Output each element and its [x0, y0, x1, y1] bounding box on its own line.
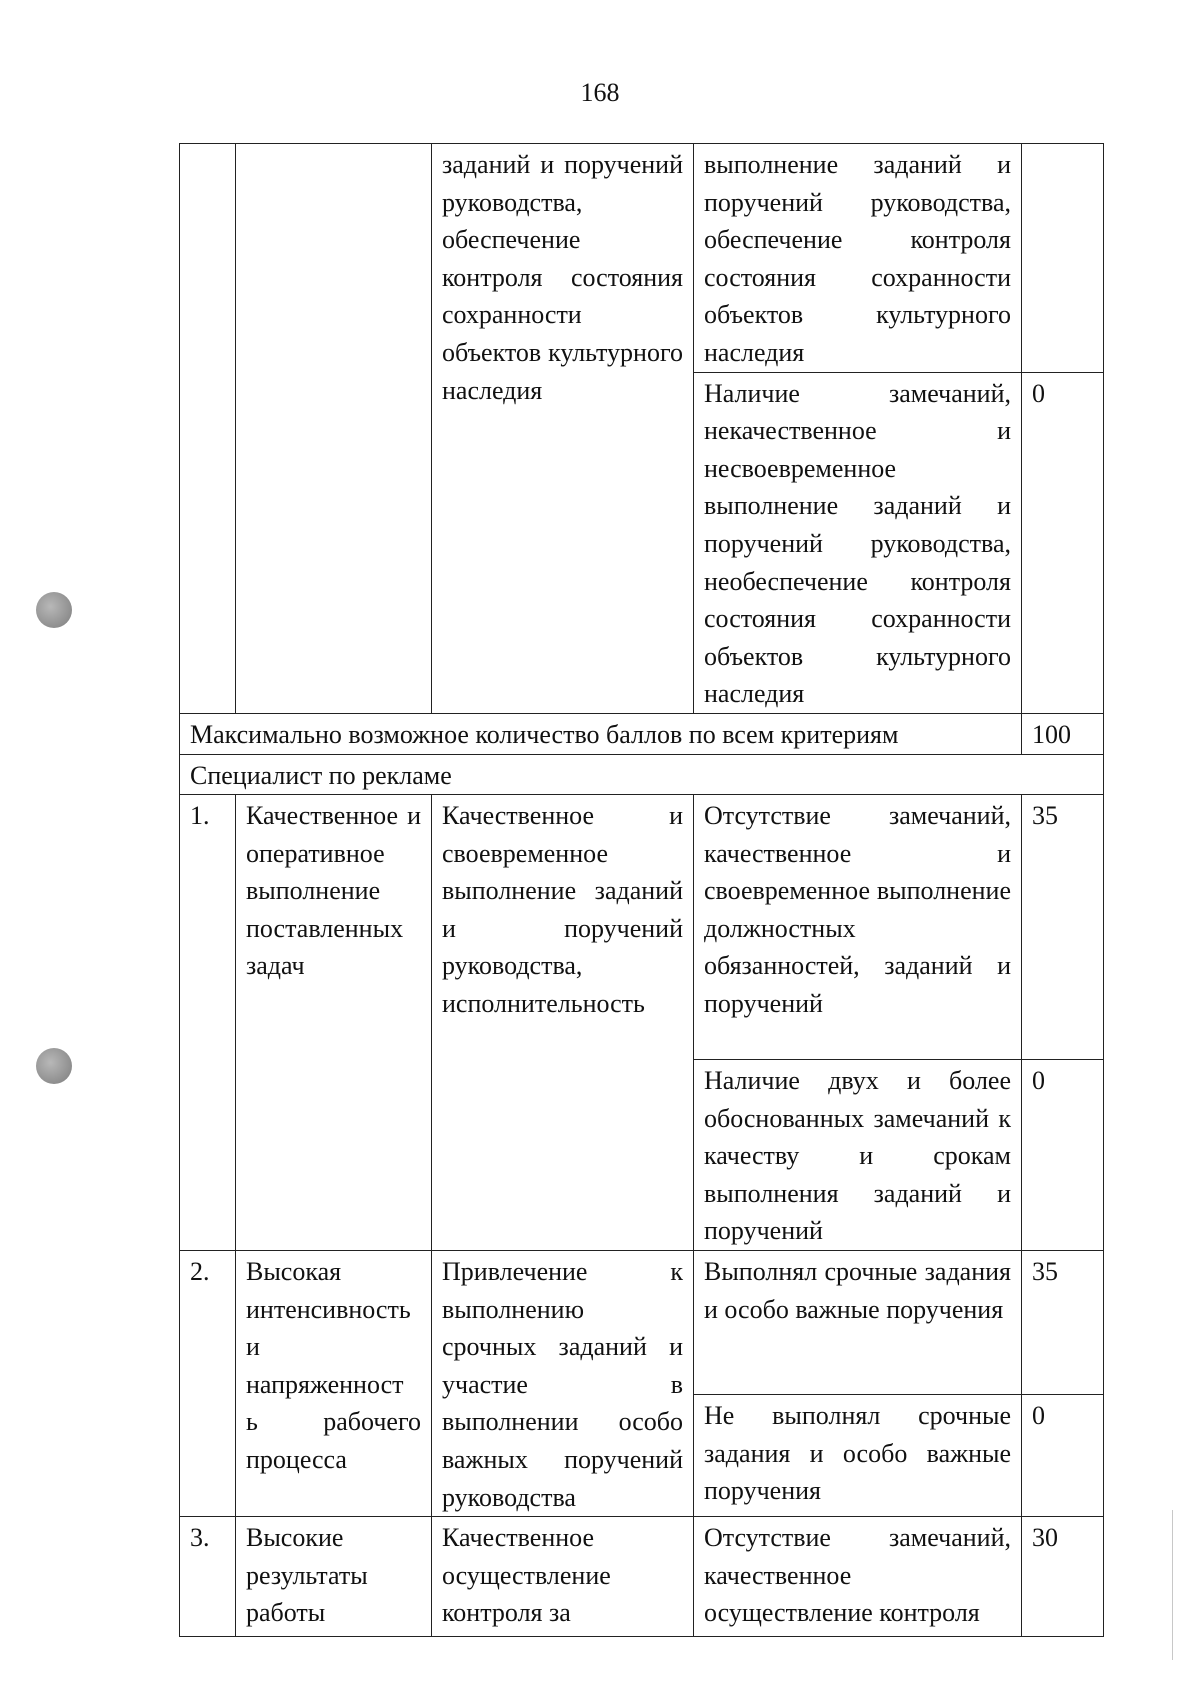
table-row	[180, 1251, 1104, 1395]
max-score-value: 100	[1022, 713, 1104, 754]
score-cell: 0	[1022, 1395, 1104, 1517]
number-cell: 1.	[180, 795, 236, 1251]
score-cell: 35	[1022, 795, 1104, 1060]
punch-hole-lower	[36, 1048, 72, 1084]
indicator-cell: заданий и поручений руководства, обеспечение контроля состояния сохранности объектов культурного наследия	[432, 144, 694, 714]
assessment-cell: Выполнял срочные задания и особо важные поручения	[694, 1251, 1022, 1395]
section-title: Специалист по рекламе	[180, 754, 1104, 795]
scan-artifact-line	[1172, 1510, 1173, 1660]
table-row	[180, 795, 1104, 1060]
table-row	[180, 144, 1104, 373]
assessment-cell: Отсутствие замечаний, качественное и своевременное выполнение должностных обязанностей, заданий и поручений	[694, 795, 1022, 1060]
score-cell: 30	[1022, 1517, 1104, 1637]
section-header-row	[180, 754, 1104, 795]
score-cell: 35	[1022, 1251, 1104, 1395]
page-number: 168	[580, 78, 620, 107]
score-cell: 0	[1022, 1060, 1104, 1251]
assessment-cell: выполнение заданий и поручений руководства, обеспечение контроля состояния сохранности объектов культурного наследия	[694, 144, 1022, 373]
number-cell	[180, 144, 236, 714]
criterion-name-cell: Высокая интенсивность и напряженност ь рабочего процесса	[236, 1251, 432, 1517]
number-cell: 2.	[180, 1251, 236, 1517]
indicator-cell: Качественное и своевременное выполнение заданий и поручений руководства, исполнительность	[432, 795, 694, 1251]
punch-hole-upper	[36, 592, 72, 628]
score-cell: 0	[1022, 372, 1104, 713]
assessment-cell: Не выполнял срочные задания и особо важные поручения	[694, 1395, 1022, 1517]
score-cell	[1022, 144, 1104, 373]
indicator-cell: Привлечение к выполнению срочных заданий и участие в выполнении особо важных поручений руководства	[432, 1251, 694, 1517]
max-score-row	[180, 713, 1104, 754]
number-cell: 3.	[180, 1517, 236, 1637]
max-score-label: Максимально возможное количество баллов по всем критериям	[180, 713, 1022, 754]
indicator-cell: Качественное осуществление контроля за	[432, 1517, 694, 1637]
criterion-name-cell	[236, 144, 432, 714]
criteria-table	[179, 143, 1104, 1637]
criterion-name-cell: Качественное и оперативное выполнение поставленных задач	[236, 795, 432, 1251]
table-row	[180, 1517, 1104, 1637]
criterion-name-cell: Высокие результаты работы	[236, 1517, 432, 1637]
assessment-cell: Наличие замечаний, некачественное и несвоевременное выполнение заданий и поручений руководства, необеспечение контроля состояния сохранности объектов культурного наследия	[694, 372, 1022, 713]
assessment-cell: Наличие двух и более обоснованных замечаний к качеству и срокам выполнения заданий и поручений	[694, 1060, 1022, 1251]
assessment-cell: Отсутствие замечаний, качественное осуществление контроля	[694, 1517, 1022, 1637]
